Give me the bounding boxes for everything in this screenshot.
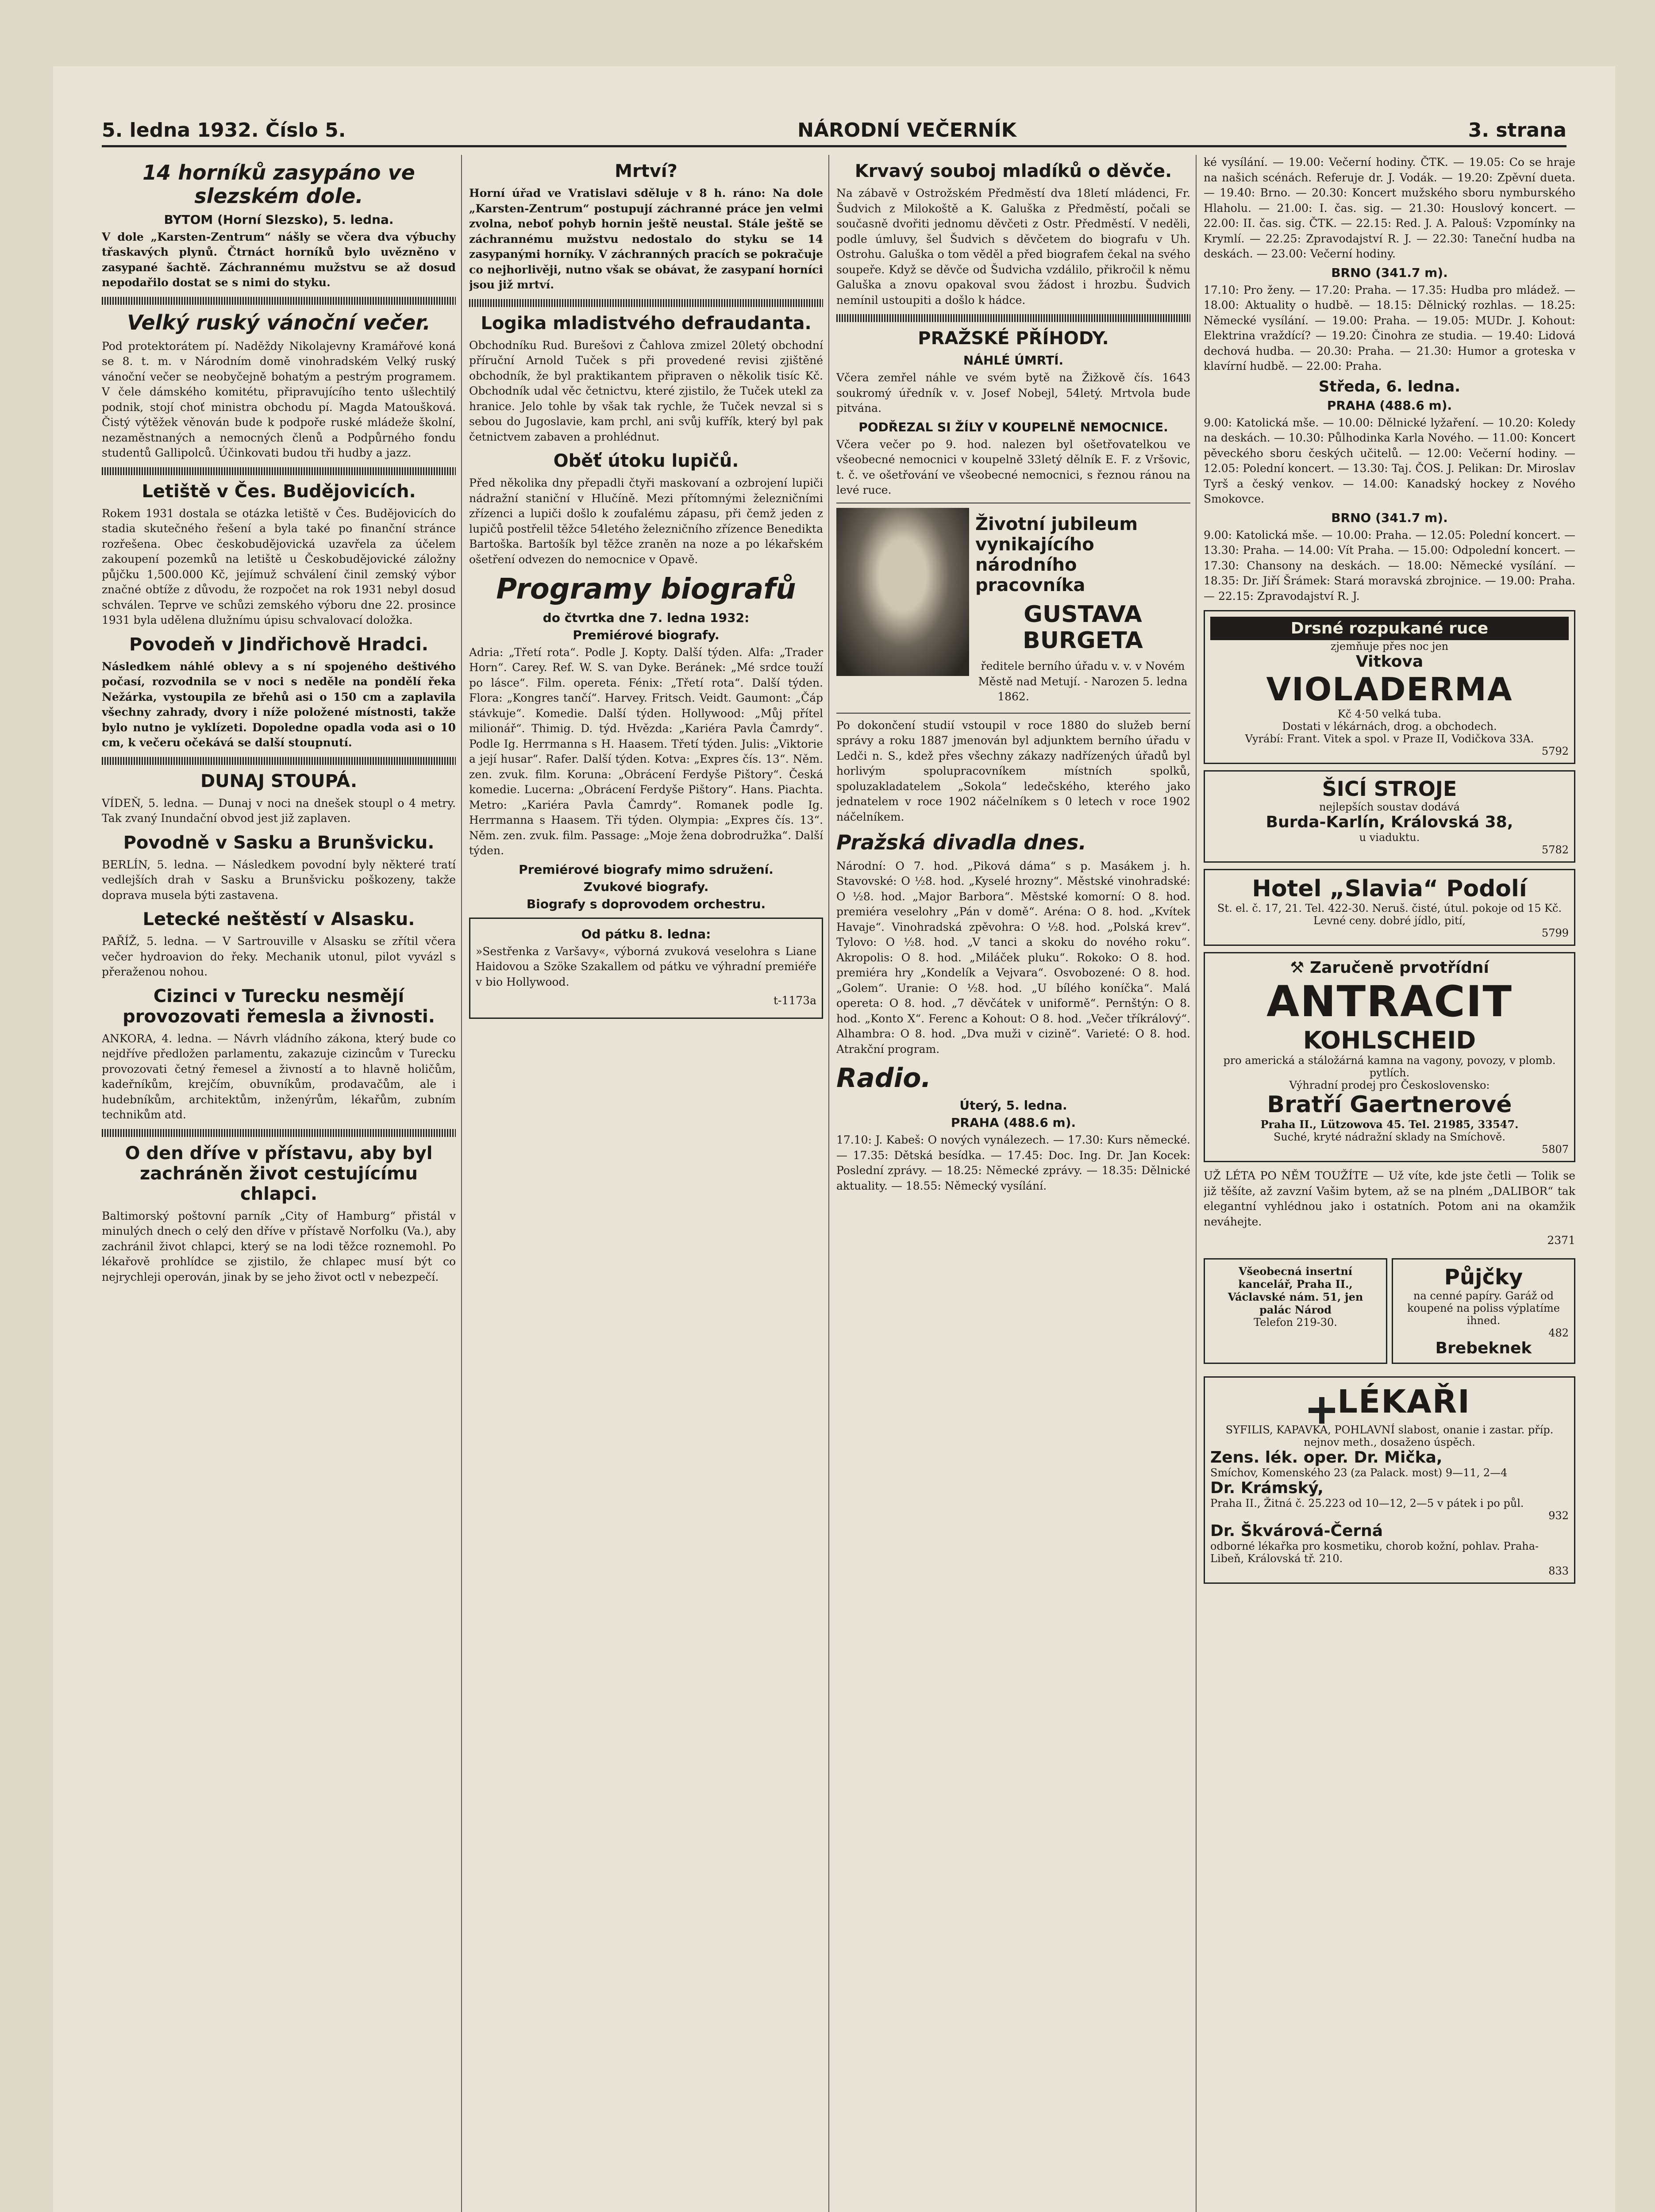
ad-sub2: Vitkova	[1355, 653, 1424, 671]
ad-note: Suché, kryté nádražní sklady na Smíchově.	[1273, 1131, 1506, 1143]
sewing-machines-ad	[1204, 770, 1575, 863]
article-title: PRAŽSKÉ PŘÍHODY.	[918, 328, 1109, 349]
column-3	[836, 155, 1190, 2212]
separator	[102, 757, 456, 765]
radio-listing: ké vysílání. — 19.00: Večerní hodiny. ČTK. — 19.05: Co se hraje na našich scénách. Referuje dr. J. Vodák. — 19.20: Zpěvní dueta. — 19.40: Brno. — 20.30: Koncert mužského sboru nymburského Hlaholu. — 21.00: I. čas. sig. — 21.30: Houslový koncert. — 22.00: II. čas. sig. ČTK. — 22.15: Red. J. A. Palouš: Vzpomínky na Krymlí. — 22.25: Zpravodajství R. J. — 22.30: Taneční hudba na deskách. — 23.00: Večerní hodiny.	[1204, 156, 1575, 260]
radio-listing: 9.00: Katolická mše. — 10.00: Dělnické lyžaření. — 10.20: Koledy na deskách. — 10.30: Půlhodinka Karla Nového. — 11.00: Koncert pěveckého sboru českých učitelů. — 12.00: Večerní hodiny. — 12.05: Polední koncert. — 13.30: Taj. ČOS. J. Pelikan: Dr. Miroslav Tyrš a český venkov. — 14.00: Kanadský hockey z Nového Smokovce.	[1204, 416, 1575, 505]
radio-listing: 17.10: J. Kabeš: O nových vynálezech. — 17.30: Kurs německé. — 17.35: Dětská besídka. — 17.45: Doc. Ing. Dr. Jan Kocek: Poslední zprávy. — 18.25: Německé zprávy. — 18.35: Dělnické aktuality. — 18.55: Německý vysílání.	[836, 1133, 1190, 1192]
ad-name: ŠICÍ STROJE	[1322, 777, 1457, 801]
subheading: PODŘEZAL SI ŽÍLY V KOUPELNĚ NEMOCNICE.	[858, 419, 1168, 434]
ad-name: Půjčky	[1444, 1264, 1523, 1290]
antracit-ad	[1204, 952, 1575, 1162]
ad-name: ANTRACIT	[1266, 977, 1513, 1026]
article-body: Baltimorský poštovní parník „City of Hamburg“ přistál v minulých dnech o celý den dříve v přístavě Norfolku (Va.), aby zachránil život chlapci, který se na lodi těžce roznemohl. Po lékařově prohlídce se zjistilo, že chlapec musí být co nejrychleji operován, jinak by se jeho život octl v nebezpečí.	[102, 1209, 456, 1283]
article-body: Na zábavě v Ostrožském Předměstí dva 18letí mládenci, Fr. Šudvich z Milokoště a K. Galuška z Předměstí, počali se současně dvořiti jednomu děvčeti z Ostr. Předměstí. V neděli, podle úmluvy, šel Šudvich s děvčetem do biografu v Uh. Ostrohu. Galuška o tom věděl a před biografem čekal na svého soupeře. Když se děvče od Šudvicha vzdálilo, přikročil k němu Galuška a znovu opakoval svou žádost i hrozbu. Šudvich nemínil ustoupiti a došlo k hádce.	[836, 187, 1190, 307]
radio-day: Úterý, 5. ledna.	[959, 1098, 1067, 1113]
column-2	[469, 155, 823, 2212]
violaderma-ad	[1204, 610, 1575, 764]
page-number: 3. strana	[1468, 119, 1566, 142]
separator	[102, 467, 456, 475]
insertion-agency-ad	[1204, 1258, 1387, 1364]
ad-code: 482	[1548, 1326, 1569, 1339]
ad-body: na cenné papíry. Garáž od koupené na poliss výplatíme ihned.	[1407, 1289, 1560, 1327]
ad-firm: Bratří Gaertnerové	[1267, 1091, 1512, 1118]
ad-sub: KOHLSCHEID	[1303, 1026, 1476, 1054]
crossed-hammers-icon: ⚒	[1290, 959, 1305, 977]
article-title: Letecké neštěstí v Alsasku.	[142, 909, 415, 930]
newspaper-page	[53, 66, 1615, 2212]
column-divider	[828, 155, 829, 2212]
article-title: O den dříve v přístavu, aby byl zachráněn život cestujícímu chlapci.	[125, 1143, 433, 1204]
radio-station: BRNO (341.7 m).	[1331, 265, 1448, 280]
column-divider	[1196, 155, 1197, 2212]
ad-tel: Telefon 219-30.	[1254, 1316, 1337, 1329]
separator	[102, 1129, 456, 1137]
article-body: Včera zemřel náhle ve svém bytě na Žižkově čís. 1643 soukromý úředník v. v. Josef Nobejl, 54letý. Mrtvola bude pitvána.	[836, 371, 1190, 415]
radio-day: Středa, 6. ledna.	[1318, 377, 1461, 396]
ad-name: LÉKAŘI	[1337, 1382, 1470, 1420]
medical-cross-icon	[1309, 1397, 1335, 1424]
radio-station: PRAHA (488.6 m).	[951, 1115, 1076, 1130]
ad-doctor: Dr. Krámský,	[1210, 1479, 1324, 1497]
ad-name: Hotel „Slavia“ Podolí	[1252, 876, 1527, 902]
doctors-header	[1210, 1383, 1569, 1424]
article-title: Radio.	[836, 1063, 931, 1094]
ad-code: 5792	[1541, 745, 1569, 757]
ad-top	[1210, 959, 1569, 977]
radio-listing: 9.00: Katolická mše. — 10.00: Praha. — 12.05: Polední koncert. — 13.30: Praha. — 14.00: Vít Praha. — 15.00: Odpolední koncert. — 17.30: Chansony na deskách. — 18.00: Německé vysílání. — 18.35: Dr. Jiří Šrámek: Stará moravská zbrojnice. — 19.00: Praha. — 22.15: Zpravodajství R. J.	[1204, 528, 1575, 603]
article-title: Cizinci v Turecku nesmějí provozovati řemesla a živnosti.	[123, 986, 435, 1027]
ad-code: 2371	[1547, 1234, 1575, 1247]
ad-name-2: Brebeknek	[1435, 1339, 1532, 1357]
article-title: Pražská divadla dnes.	[836, 830, 1087, 855]
feature-name: GUSTAVA BURGETA	[1023, 601, 1143, 654]
ad-top-text: Zaručeně prvotřídní	[1309, 959, 1489, 977]
ad-code: 932	[1548, 1509, 1569, 1522]
feature-caption: ředitele berního úřadu v. v. v Novém Městě nad Metují. - Narozen 5. ledna 1862.	[978, 660, 1188, 703]
ad-body: SYFILIS, KAPAVKA, POHLAVNÍ slabost, onanie i zastar. příp. nejnov meth., dosaženo úspěch.	[1225, 1424, 1554, 1448]
article-body: Před několika dny přepadli čtyři maskovaní a ozbrojení lupiči nádražní staniční v Hlučíně. Mezi přítomnými železničními zřízenci a lupiči došlo k zoufalému zápasu, při čemž jeden z lupičů postřelil těžce 54letého železničního zřízence Benedikta Bartoška. Bartošík byl těžce zraněn na noze a po lékařském ošetření odvezen do nemocnice v Opavě.	[469, 476, 823, 566]
cinema-ad	[469, 918, 823, 1019]
article-title: 14 horníků zasypáno ve slezském dole.	[142, 161, 415, 208]
article-title: Oběť útoku lupičů.	[553, 451, 739, 471]
ad-body: St. el. č. 17, 21. Tel. 422-30. Neruš. čisté, útul. pokoje od 15 Kč. Levné ceny. dobré jídlo, pití,	[1217, 902, 1562, 927]
article-title: Letiště v Čes. Budějovicích.	[142, 481, 416, 502]
column-1	[102, 155, 456, 2212]
cinema-programs-title: Programy biografů	[496, 573, 796, 606]
separator	[469, 299, 823, 307]
article-title: Povodně v Sasku a Brunšvicku.	[123, 832, 435, 853]
page-header	[102, 111, 1566, 147]
radio-station: BRNO (341.7 m).	[1331, 510, 1448, 525]
ad-name: VIOLADERMA	[1266, 671, 1513, 708]
loans-ad	[1392, 1258, 1575, 1364]
doctors-ad	[1204, 1376, 1575, 1584]
separator	[102, 297, 456, 305]
article-lead: V dole „Karsten-Zentrum“ nášly se včera dva výbuchy třaskavých plynů. Čtrnáct horníků bylo uvězněno v zasypané šachtě. Záchrannému mužstvu se až dosud nepodařilo dostat se s nimi do styku.	[102, 230, 456, 289]
ad-sub: nejlepších soustav dodává	[1319, 801, 1460, 813]
column-divider	[461, 155, 462, 2212]
ad-shops: Dostati v lékárnách, drog. a obchodech.	[1282, 720, 1497, 733]
ad-code: 5799	[1541, 927, 1569, 939]
agency-ad-row	[1204, 1252, 1575, 1370]
article-body: ANKORA, 4. ledna. — Návrh vládního zákona, který bude co nejdříve předložen parlamentu, zakazuje cizincům v Turecku provozovati četný řemesel a živností a to hlavně holičům, kadeřníkům, krejčím, obuvníkům, prodavačům, ale i hudebníkům, architektům, inženýrům, lékařům, zubním technikům atd.	[102, 1032, 456, 1121]
column-4	[1204, 155, 1575, 2212]
article-body: Následkem náhlé oblevy a s ní spojeného deštivého počasí, rozvodnila se v noci s neděle na pondělí řeka Nežárka, vystoupila ze břehů asi o 150 cm a zaplavila všechny zahrady, dvory i níže položené místnosti, takže bylo nutno je vyklízeti. Dopoledne opadla voda asi o 10 cm, k večeru očekává se další stoupnutí.	[102, 660, 456, 749]
ad-code: 5782	[1541, 844, 1569, 856]
ad-code: 833	[1548, 1565, 1569, 1577]
dateline: BYTOM (Horní Slezsko), 5. ledna.	[164, 212, 394, 227]
ad-body: »Sestřenka z Varšavy«, výborná zvuková veselohra s Liane Haidovou a Szöke Szakallem od pátku ve výhradní premiéře v bio Hollywood.	[476, 945, 816, 988]
section-heading: Zvukové biografy.	[583, 879, 709, 894]
feature-title: Životní jubileum vynikajícího národního pracovníka	[975, 514, 1138, 595]
ad-sale: Výhradní prodej pro Československo:	[1289, 1079, 1490, 1091]
article-body: Rokem 1931 dostala se otázka letiště v Čes. Budějovicích do stadia skutečného řešení a byla také po finanční stránce rozřešena. Obec českobudějovická uzavřela za účelem zakoupení pozemků na letiště u Českobudějovické záložny půjčku 1,500.000 Kč, jejímuž schválení činil zemský výbor značné obtíže z důvodu, že rozpočet na rok 1931 nebyl dosud schválen. Teprve ve schůzi zemského výboru dne 22. prosince 1931 byla udělena dlužnímu úpisu schvalovací doložka.	[102, 507, 456, 627]
classified-ad: UŽ LÉTA PO NĚM TOUŽÍTE — Už víte, kde jste četli — Tolik se již těšíte, až zavzní Vašim bytem, až se na plném „DALIBOR“ tak elegantní vyhlédnou jako i ostatních. Potom ani na okamžik neváhejte.	[1204, 1169, 1575, 1228]
ad-firm: Burda-Karlín, Královská 38,	[1266, 813, 1513, 831]
ad-doctor: Dr. Škvárová-Černá	[1210, 1522, 1383, 1540]
article-title: Logika mladistvého defraudanta.	[481, 313, 812, 334]
separator	[836, 314, 1190, 322]
ad-body: Smíchov, Komenského 23 (za Palack. most) 9—11, 2—4	[1210, 1467, 1508, 1479]
jubilee-feature	[836, 503, 1190, 714]
article-title: DUNAJ STOUPÁ.	[200, 771, 358, 791]
ad-code: 5807	[1541, 1143, 1569, 1156]
article-body: BERLÍN, 5. ledna. — Následkem povodní byly některé tratí vedlejších drah v Sasku a Brunšvicku poškozeny, takže doprava musela býti zastavena.	[102, 858, 456, 902]
ad-body: pro americká a stáložárná kamna na vagony, povozy, v plomb. pytlích.	[1223, 1054, 1556, 1079]
article-body: Obchodníku Rud. Burešovi z Čahlova zmizel 20letý obchodní příruční Arnold Tuček s při provedené revisi zjištěné obchodník, že byl praktikantem připraven o několik tisíc Kč. Obchodník udal věc četnictvu, které zjistilo, že Tuček utekl za hranice. Jelo tohle by však tak rychle, že Tuček nevzal si s sebou do Jugoslavie, kam prchl, ani svůj kufřík, který byl pak četnictvem zabaven a prohlédnut.	[469, 338, 823, 443]
article-title: Velký ruský vánoční večer.	[127, 310, 431, 334]
radio-station: PRAHA (488.6 m).	[1327, 398, 1452, 413]
section-heading: Biografy s doprovodem orchestru.	[526, 896, 766, 911]
article-body: Po dokončení studií vstoupil v roce 1880 do služeb berní správy a roku 1887 jmenován byl adjunktem berního úřadu v Ledči n. S., kdež přes všechny zákazy nadřízených úřadů byl horlivým spolupracovníkem místních spolků, spoluzakladatelem „Sokola“ ledečského, kterého jako jednatelem v roce 1902 náčelníkem s 0 letech v roce 1902 náčelníkem.	[836, 718, 1190, 823]
article-title: Krvavý souboj mladíků o děvče.	[854, 161, 1172, 181]
ad-sub: zjemňuje přes noc jen	[1330, 640, 1449, 653]
ad-body: Všeobecná insertní kancelář, Praha II., Václavské nám. 51, jen palác Národ	[1228, 1264, 1363, 1316]
masthead-title: NÁRODNÍ VEČERNÍK	[797, 119, 1016, 142]
cinema-listing: Adria: „Třetí rota“. Podle J. Kopty. Další týden. Alfa: „Trader Horn“. Carey. Ref. W. S. van Dyke. Beránek: „Mé srdce touží po lásce“. Film. opereta. Fénix: „Třetí rota“. Další týden. Flora: „Kongres tančí“. Harvey. Fritsch. Veidt. Gaumont: „Čáp stávkuje“. Komedie. Další týden. Hollywood: „Můj přítel milionář“. Thimig. D. týd. Hvězda: „Kariéra Pavla Čamrdy“. Podle Ig. Herrmanna s H. Haasem. Třetí týden. Julis: „Viktorie a její husar“. Rafer. Další týden. Kotva: „Expres čís. 13“. Něm. zen. zvuk. film. Koruna: „Obrácení Ferdyše Pištory“. Česká komedie. Lucerna: „Obrácení Ferdyše Pištory“. Hans. Piachta. Metro: „Kariéra Pavla Čamrdy“. Romanek podle Ig. Herrmanna s Haasem. Tři týden. Olympia: „Expres čís. 13“. Něm. zen. zvuk. film. Passage: „Moje žena dobrodružka“. Další týden.	[469, 645, 823, 857]
article-body: Pod protektorátem pí. Naděždy Nikolajevny Kramářové koná se 8. t. m. v Národním domě vinohradském Velký ruský vánoční večer se neobyčejně bohatým a pestrým programem. V čele dámského komitétu, připravujícího tento ušlechtilý podnik, stojí choť ministra obchodu pí. Magda Matoušková. Čistý výtěžek věnován bude k podpoře ruské mládeže školní, nezaměstnaných a nemocných členů a Podpůrného fondu studentů Gallipolců. Účinkovati budou tři hudby a jazz.	[102, 339, 456, 460]
article-body: Horní úřad ve Vratislavi sděluje v 8 h. ráno: Na dole „Karsten-Zentrum“ postupují záchranné práce jen velmi zvolna, neboť pohyb hornin ještě neustal. Stále ještě se záchrannému mužstvu nedostalo do styku se 14 zasypanými horníky. V záchranných pracích se pokračuje co nejhorlivěji, nutno však se obávat, že zasypaní horníci jsou již mrtví.	[469, 187, 823, 291]
section-heading: Premiérové biografy mimo sdružení.	[519, 862, 774, 877]
article-title: Mrtví?	[615, 161, 677, 181]
ad-maker: Vyrábí: Frant. Vitek a spol. v Praze II, Vodičkova 33A.	[1245, 733, 1534, 745]
ad-body: odborné lékařka pro kosmetiku, chorob kožní, pohlav. Praha-Libeň, Královská tř. 210.	[1210, 1540, 1539, 1565]
ad-doctor: Zens. lék. oper. Dr. Mička,	[1210, 1448, 1443, 1467]
article-body: VÍDEŇ, 5. ledna. — Dunaj v noci na dnešek stoupl o 4 metry. Tak zvaný Inundační obvod jest již zaplaven.	[102, 796, 456, 825]
ad-body: Praha II., Žitná č. 25.223 od 10—12, 2—5 v pátek i po půl.	[1210, 1497, 1524, 1509]
article-body: PAŘÍŽ, 5. ledna. — V Sartrouville v Alsasku se zřítil včera večer hydroavion do řeky. Mechanik utonul, pilot vyvázl s přeraženou nohou.	[102, 935, 456, 979]
ad-code: t-1173a	[773, 994, 816, 1007]
ad-tag: u viaduktu.	[1359, 831, 1420, 844]
article-body: Včera večer po 9. hod. nalezen byl ošetřovatelkou ve všeobecné nemocnici v koupelně 33letý dělník E. F. z Vršovic, t. č. ve ošetřování ve všeobecné nemocnici, s řeznou ránou na levé ruce.	[836, 438, 1190, 496]
ad-top: Drsné rozpukané ruce	[1210, 617, 1569, 640]
portrait-photo	[836, 508, 969, 676]
ad-heading: Od pátku 8. ledna:	[581, 926, 711, 941]
issue-date: 5. ledna 1932. Číslo 5.	[102, 119, 346, 142]
hotel-slavia-ad	[1204, 869, 1575, 946]
subheading: NÁHLÉ ÚMRTÍ.	[963, 353, 1064, 368]
section-heading: Premiérové biografy.	[573, 627, 720, 642]
radio-listing: 17.10: Pro ženy. — 17.20: Praha. — 17.35: Hudba pro mládež. — 18.00: Aktuality o hudbě. — 18.15: Dělnický rozhlas. — 18.25: Německé vysílání. — 19.00: Praha. — 19.05: MUDr. J. Kohout: Elektrina vraždící? — 19.20: Činohra ze studia. — 19.40: Lidová dechová hudba. — 20.30: Praha. — 21.30: Humor a groteska v klavírní hudbě. — 22.00: Praha.	[1204, 283, 1575, 373]
ad-addr: Praha II., Lützowova 45. Tel. 21985, 33547.	[1260, 1118, 1519, 1131]
article-title: Povodeň v Jindřichově Hradci.	[129, 634, 428, 655]
theatre-listing: Národní: O 7. hod. „Piková dáma“ s p. Masákem j. h. Stavovské: O ½8. hod. „Kyselé hrozny“. Městské vinohradské: O ½8. hod. „Major Barbora“. Městské komorní: O 8. hod. premiéra veselohry „Pán v domě“. Aréna: O 8. hod. „Kvítek Havaje“. Vinohradská zpěvohra: O ½8. hod. „Polská krev“. Tylovo: O ½8. hod. „V tanci a skoku do nového roku“. Akropolis: O 8. hod. „Miláček pluku“. Rokoko: O 8. hod. premiéra hry „Kondelík a Vejvara“. Osvobozené: O 8. hod. „Golem“. Uranie: O ½8. hod. „U bílého koníčka“. Malá opereta: O 8. hod. „7 děvčátek v uniformě“. Pernštýn: O 8. hod. „Konto X“. Ferenc a Kohout: O 8. hod. „Večer tříkrálový“. Alhambra: O 8. hod. „Dva muži v cizině“. Varieté: O 8. hod. Atrakční program.	[836, 859, 1190, 1056]
ad-price: Kč 4·50 velká tuba.	[1337, 708, 1442, 720]
cinema-programs-subtitle: do čtvrtka dne 7. ledna 1932:	[543, 610, 750, 625]
